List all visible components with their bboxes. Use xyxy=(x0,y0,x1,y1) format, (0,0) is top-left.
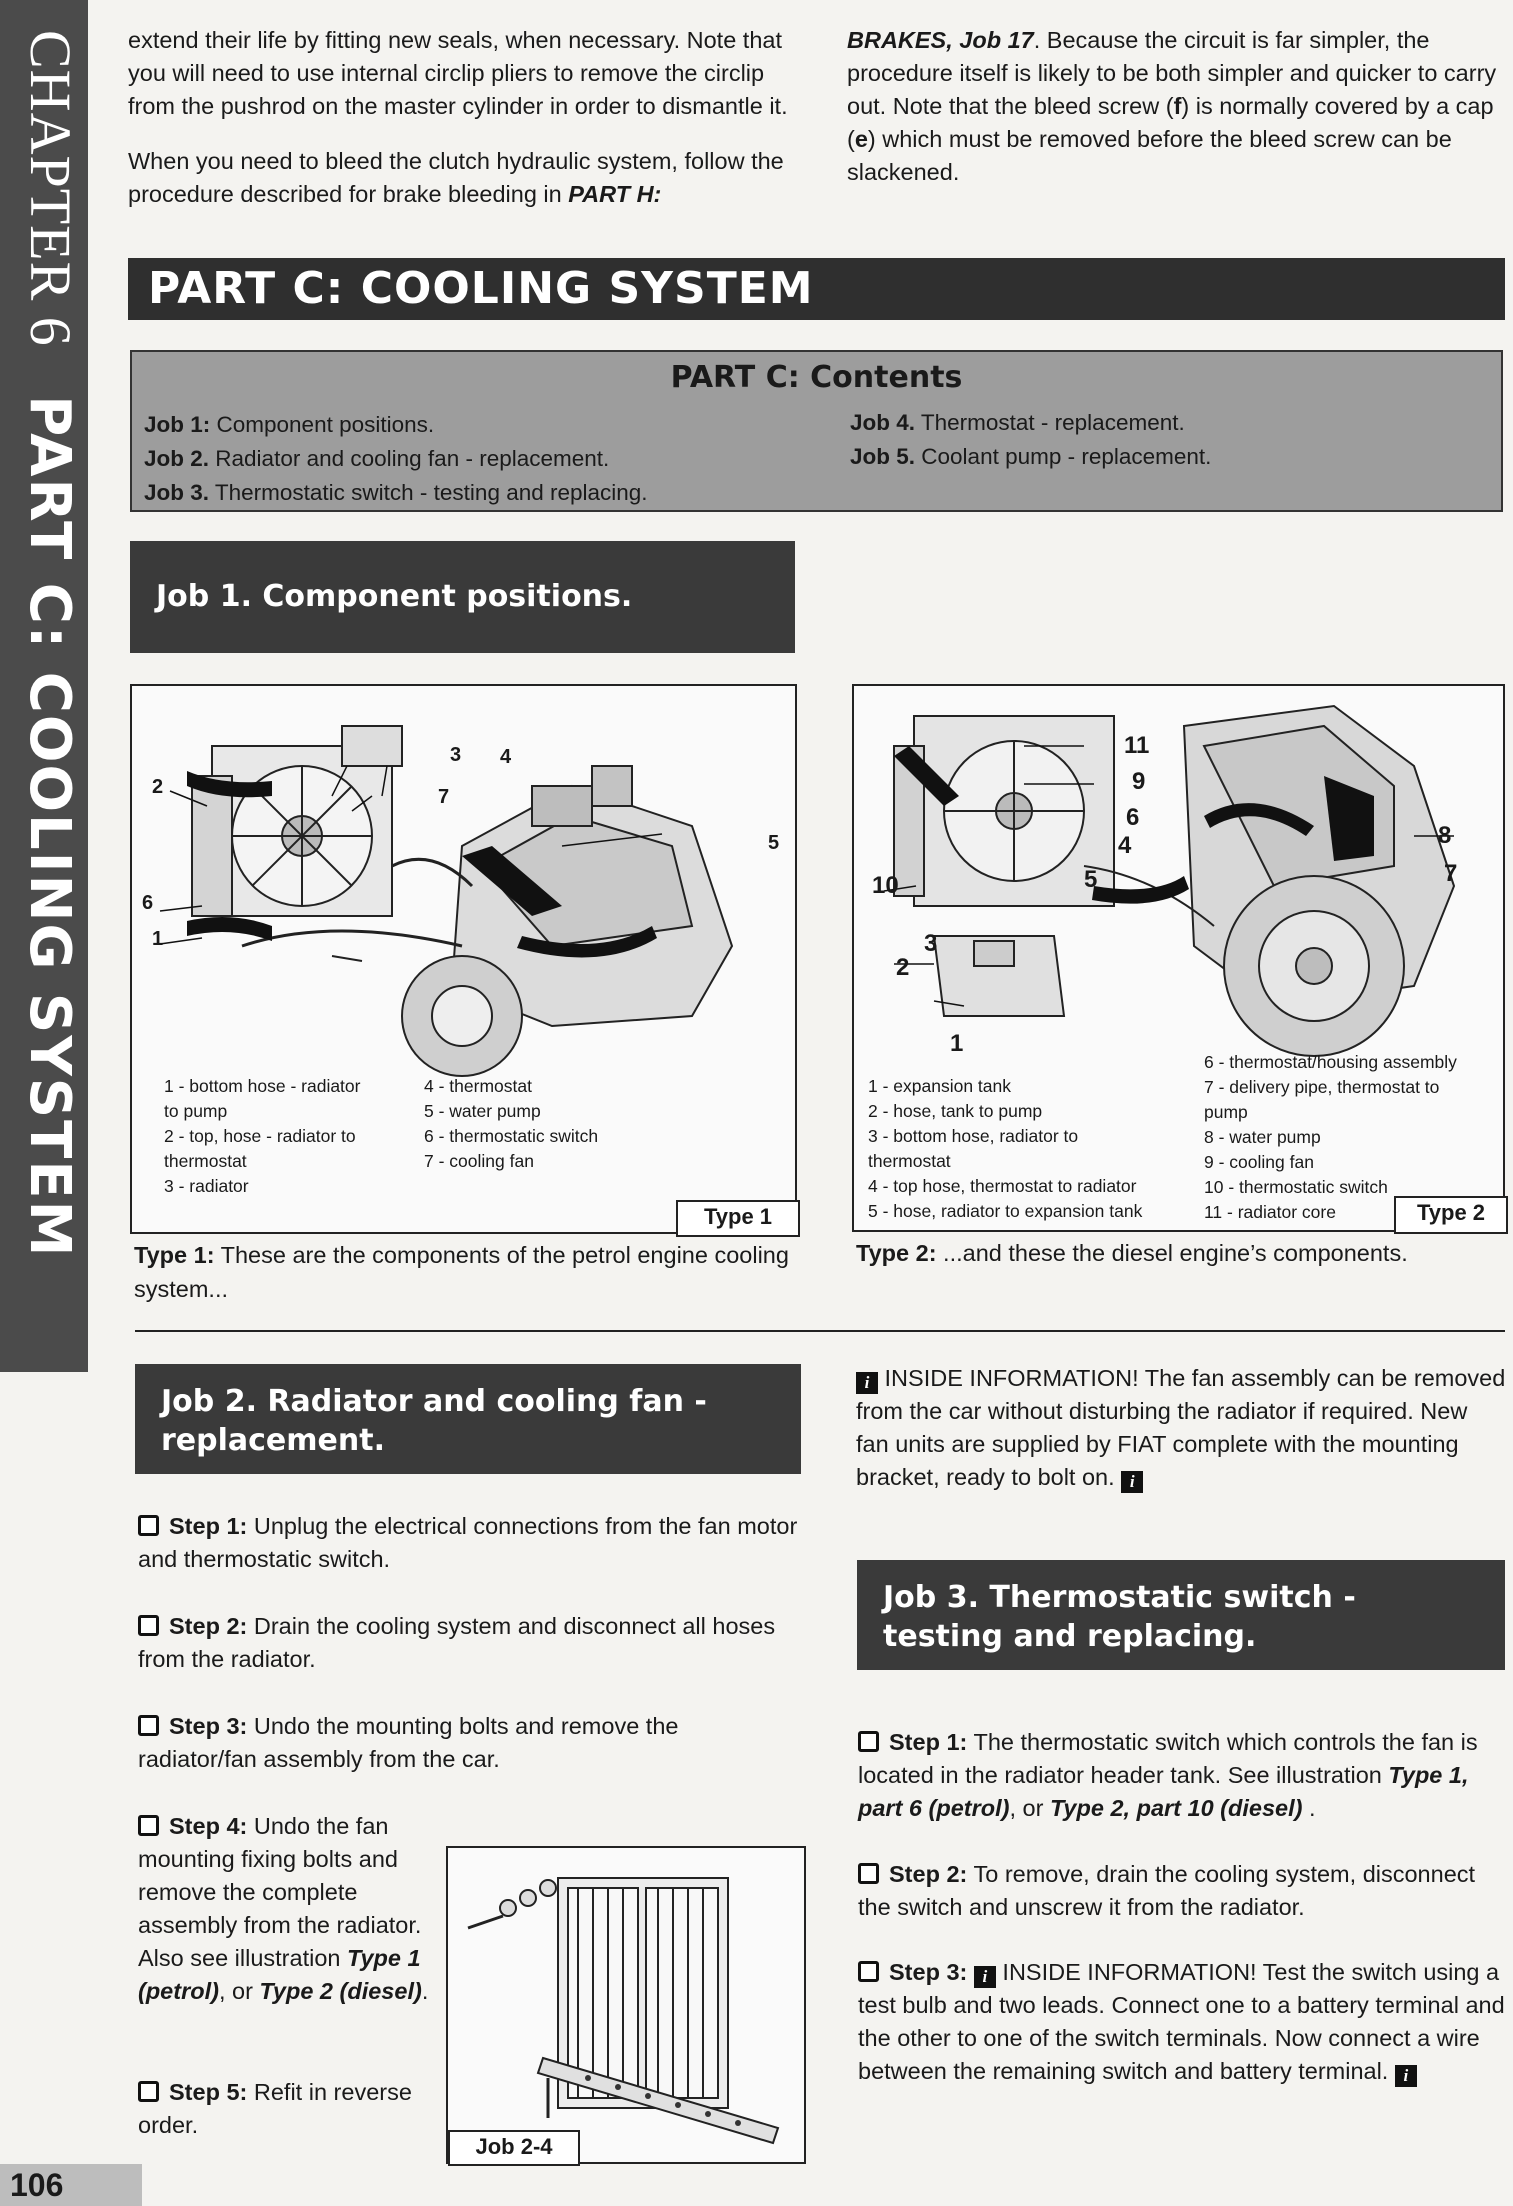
step-label: Step 4: xyxy=(169,1813,248,1839)
contents-job-label: Job 4. xyxy=(850,410,916,435)
info-icon: i xyxy=(856,1372,878,1394)
section-divider xyxy=(135,1330,1505,1332)
legend-line: thermostat xyxy=(868,1151,951,1171)
intro-right-text: . Because the circuit is far simpler, the procedure itself is likely to be both simpler and quicker to carry out. Note that the bleed screw ( xyxy=(847,27,1497,119)
legend-line: 6 - thermostatic switch xyxy=(424,1126,599,1146)
job1-heading: Job 1. Component positions. xyxy=(130,541,795,653)
callout-label: 1 xyxy=(950,1030,964,1057)
info-icon: i xyxy=(1395,2065,1417,2087)
legend-line: 11 - radiator core xyxy=(1204,1202,1336,1222)
intro-left-p2-ref: PART H: xyxy=(568,181,662,207)
info-icon: i xyxy=(1121,1471,1143,1493)
job2-step-3 xyxy=(138,1710,798,1776)
legend-line: 7 - delivery pipe, thermostat to xyxy=(1204,1077,1440,1097)
job3-step-2 xyxy=(858,1858,1508,1924)
contents-item xyxy=(144,408,648,442)
job3-step-1 xyxy=(858,1726,1508,1825)
step-text: Unplug the electrical connections from the fan motor and thermostatic switch. xyxy=(138,1513,798,1572)
intro-right-f: f xyxy=(1173,93,1182,119)
part-banner: PART C: COOLING SYSTEM xyxy=(128,258,1505,320)
callout-label: 1 xyxy=(152,928,164,950)
step-text: INSIDE INFORMATION! Test the switch using a test bulb and two leads. Connect one to a battery terminal and the other to one of the switch terminals. Now connect a wire between the remaining switch and battery terminal. xyxy=(858,1959,1505,2084)
contents-job-text: Thermostatic switch - testing and replacing. xyxy=(209,480,648,505)
step-ref: Type 2 (diesel) xyxy=(259,1978,422,2004)
type1-legend-right xyxy=(424,1074,598,1174)
contents-item xyxy=(144,442,648,476)
job2-4-tag: Job 2-4 xyxy=(448,2130,580,2166)
callout-label: 3 xyxy=(450,744,462,766)
callout-label: 6 xyxy=(142,892,154,914)
callout-label: 7 xyxy=(1444,860,1458,887)
legend-line: 7 - cooling fan xyxy=(424,1151,534,1171)
callout-label: 5 xyxy=(1084,866,1098,893)
contents-job-text: Component positions. xyxy=(210,412,435,437)
callout-label: 6 xyxy=(1126,804,1140,831)
step-text: . xyxy=(1302,1795,1316,1821)
contents-job-text: Thermostat - replacement. xyxy=(915,410,1185,435)
callout-label: 2 xyxy=(896,954,910,981)
callout-label: 8 xyxy=(1438,822,1452,849)
legend-line: 1 - expansion tank xyxy=(868,1076,1012,1096)
intro-right-e: e xyxy=(854,126,868,152)
legend-line: 3 - radiator xyxy=(164,1176,249,1196)
inside-info-text: INSIDE INFORMATION! The fan assembly can be removed from the car without disturbing the radiator if required. New fan units are supplied by FIAT complete with the mounting bracket, ready to bolt on. xyxy=(856,1365,1506,1490)
step-text: , or xyxy=(1009,1795,1050,1821)
legend-line: 1 - bottom hose - radiator xyxy=(164,1076,361,1096)
sidebar-title xyxy=(17,30,84,1258)
intro-right-ref: BRAKES, Job 17 xyxy=(847,27,1034,53)
contents-job-label: Job 3. xyxy=(144,480,210,505)
step-text: Drain the cooling system and disconnect all hoses from the radiator. xyxy=(138,1613,776,1672)
type2-caption-label: Type 2: xyxy=(856,1240,937,1266)
type2-legend-left xyxy=(868,1074,1142,1224)
job3-heading: Job 3. Thermostatic switch - testing and replacing. xyxy=(857,1560,1505,1670)
job2-step-2 xyxy=(138,1610,798,1676)
contents-item xyxy=(850,406,1211,440)
step-checkbox[interactable] xyxy=(858,1961,879,1982)
type2-figure xyxy=(852,684,1505,1232)
job2-step-1 xyxy=(138,1510,798,1576)
contents-item xyxy=(850,440,1211,474)
callout-label: 4 xyxy=(1118,832,1132,859)
callout-label: 4 xyxy=(500,746,512,768)
intro-left-p1: extend their life by fitting new seals, when necessary. Note that you will need to use internal circlip pliers to remove the circlip from the pushrod on the master cylinder in order to dismantle it. xyxy=(128,27,788,119)
callout-label: 7 xyxy=(438,786,450,808)
callout-label: 9 xyxy=(1132,768,1146,795)
job2-step-4 xyxy=(138,1810,438,2008)
callout-label: 5 xyxy=(768,832,780,854)
legend-line: 8 - water pump xyxy=(1204,1127,1321,1147)
step-label: Step 2: xyxy=(169,1613,248,1639)
legend-line: 4 - thermostat xyxy=(424,1076,532,1096)
legend-line: 3 - bottom hose, radiator to xyxy=(868,1126,1079,1146)
step-label: Step 1: xyxy=(169,1513,248,1539)
legend-line: 2 - top, hose - radiator to xyxy=(164,1126,356,1146)
step-checkbox[interactable] xyxy=(138,1715,159,1736)
intro-right-p xyxy=(847,24,1507,189)
legend-line: 9 - cooling fan xyxy=(1204,1152,1314,1172)
intro-left-p2-text: When you need to bleed the clutch hydraulic system, follow the procedure described for brake bleeding in xyxy=(128,148,784,207)
contents-job-label: Job 1: xyxy=(144,412,211,437)
intro-right xyxy=(847,24,1507,189)
callout-label: 10 xyxy=(872,872,899,899)
type1-caption xyxy=(134,1238,794,1306)
type1-caption-label: Type 1: xyxy=(134,1242,215,1268)
callout-label: 3 xyxy=(924,930,938,957)
legend-line: 10 - thermostatic switch xyxy=(1204,1177,1388,1197)
step-label: Step 1: xyxy=(889,1729,968,1755)
chapter-sidebar xyxy=(0,0,88,1372)
step-checkbox[interactable] xyxy=(858,1863,879,1884)
inside-info-fan xyxy=(856,1362,1506,1494)
legend-line: 4 - top hose, thermostat to radiator xyxy=(868,1176,1137,1196)
step-checkbox[interactable] xyxy=(138,1815,159,1836)
radiator-illustration xyxy=(448,1848,804,2162)
legend-line: to pump xyxy=(164,1101,228,1121)
info-icon: i xyxy=(974,1966,996,1988)
step-ref: Type 1, part 6 (petrol) xyxy=(858,1762,1469,1821)
callout-label: 2 xyxy=(152,776,164,798)
contents-job-text: Coolant pump - replacement. xyxy=(915,444,1212,469)
callout-label: 11 xyxy=(1124,732,1150,759)
legend-line: 5 - hose, radiator to expansion tank xyxy=(868,1201,1143,1221)
intro-right-text2: ) is normally covered by a cap ( xyxy=(847,93,1494,152)
step-text: Refit in reverse order. xyxy=(138,2079,412,2138)
intro-left-p2 xyxy=(128,145,800,211)
step-text: Undo the fan mounting fixing bolts and remove the complete assembly from the radiator. Also see illustration xyxy=(138,1813,422,1971)
sidebar-part: PART C: COOLING SYSTEM xyxy=(17,395,82,1259)
contents-job-label: Job 2. xyxy=(144,446,210,471)
legend-line: 6 - thermostat/housing assembly xyxy=(1204,1052,1457,1072)
type1-figure xyxy=(130,684,797,1234)
contents-item xyxy=(144,476,648,510)
step-label: Step 3: xyxy=(169,1713,248,1739)
contents-box xyxy=(130,350,1503,512)
job2-step-5 xyxy=(138,2076,438,2142)
step-label: Step 5: xyxy=(169,2079,248,2105)
legend-line: 5 - water pump xyxy=(424,1101,541,1121)
contents-job-label: Job 5. xyxy=(850,444,916,469)
type2-caption xyxy=(856,1236,1506,1270)
legend-line: pump xyxy=(1204,1102,1248,1122)
contents-right-col xyxy=(850,406,1211,474)
intro-left xyxy=(128,24,800,211)
step-text: To remove, drain the cooling system, disconnect the switch and unscrew it from the radiator. xyxy=(858,1861,1476,1920)
step-text: The thermostatic switch which controls the fan is located in the radiator header tank. See illustration xyxy=(858,1729,1478,1788)
job2-heading: Job 2. Radiator and cooling fan - replacement. xyxy=(135,1364,801,1474)
contents-left-col xyxy=(144,408,648,510)
step-checkbox[interactable] xyxy=(138,1515,159,1536)
page-number: 106 xyxy=(0,2164,142,2206)
type1-tag: Type 1 xyxy=(676,1200,800,1237)
step-ref: Type 2, part 10 (diesel) xyxy=(1049,1795,1303,1821)
type2-tag: Type 2 xyxy=(1394,1196,1508,1234)
step-label: Step 2: xyxy=(889,1861,968,1887)
step-checkbox[interactable] xyxy=(138,2081,159,2102)
type1-caption-text: These are the components of the petrol engine cooling system... xyxy=(134,1242,789,1302)
type1-legend-left xyxy=(164,1074,360,1199)
step-text: . xyxy=(421,1978,429,2004)
contents-title: PART C: Contents xyxy=(670,360,963,395)
legend-line: thermostat xyxy=(164,1151,247,1171)
job3-step-3 xyxy=(858,1956,1508,2088)
step-text: , or xyxy=(218,1978,260,2004)
sidebar-chapter: CHAPTER 6 xyxy=(18,30,83,347)
contents-job-text: Radiator and cooling fan - replacement. xyxy=(209,446,610,471)
step-label: Step 3: xyxy=(889,1959,968,1985)
type2-caption-text: ...and these the diesel engine’s components. xyxy=(936,1240,1408,1266)
step-checkbox[interactable] xyxy=(138,1615,159,1636)
step-ref: Type 1 (petrol) xyxy=(138,1945,421,2004)
step-checkbox[interactable] xyxy=(858,1731,879,1752)
job2-4-figure xyxy=(446,1846,806,2164)
legend-line: 2 - hose, tank to pump xyxy=(868,1101,1043,1121)
step-text: Undo the mounting bolts and remove the radiator/fan assembly from the car. xyxy=(138,1713,679,1772)
intro-right-text3: ) which must be removed before the bleed screw can be slackened. xyxy=(847,126,1452,185)
